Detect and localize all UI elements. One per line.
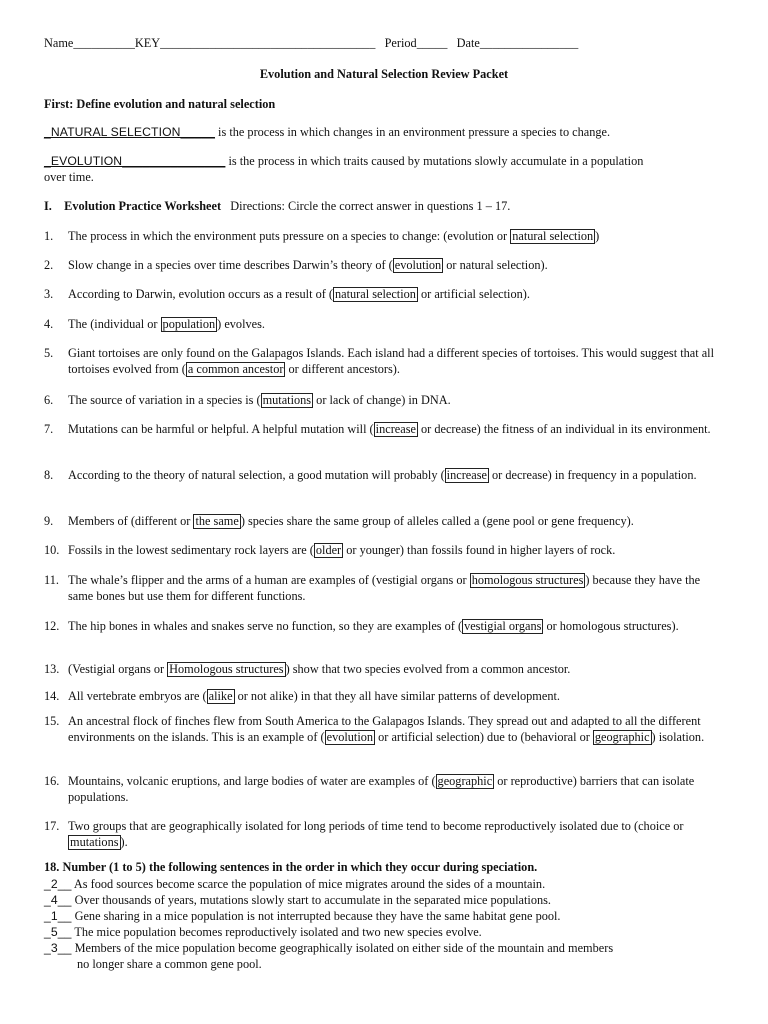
question-prompt-end: or younger) than fossils found in higher layers of rock. <box>343 543 616 557</box>
question-4 <box>44 317 724 333</box>
name-label: Name <box>44 36 74 50</box>
name-line: __________ <box>73 36 135 50</box>
question-prompt-end: ) because they have the same bones but use them for different functions. <box>68 573 701 603</box>
question-text <box>68 229 724 245</box>
question-number: 11. <box>44 573 59 587</box>
question-text <box>68 258 724 274</box>
definition-1-answer: _NATURAL SELECTION_____ <box>44 125 215 139</box>
question-text <box>68 714 724 745</box>
question-text <box>68 819 724 850</box>
question-2 <box>44 258 724 274</box>
circled-answer[interactable]: natural selection <box>335 287 416 301</box>
header-line <box>44 36 578 52</box>
circled-answer[interactable]: mutations <box>70 834 119 849</box>
period-line: _____ <box>416 36 448 50</box>
question-prompt-end: or homologous structures). <box>543 619 679 633</box>
period-label: Period <box>384 36 417 50</box>
question-text <box>68 422 724 438</box>
q18-sentence: As food sources become scarce the population of mice migrates around the sides of a mountain. <box>71 877 546 891</box>
question-14 <box>44 689 724 705</box>
question-text <box>68 662 724 678</box>
question-number: 17. <box>44 819 60 833</box>
circled-answer[interactable]: increase <box>446 468 487 482</box>
page-title: Evolution and Natural Selection Review Packet <box>259 67 509 81</box>
question-prompt: According to the theory of natural selection, a good mutation will probably ( <box>68 468 445 482</box>
question-3 <box>44 287 724 303</box>
question-16 <box>44 774 724 805</box>
q18-order-blank[interactable]: _4__ <box>44 893 72 907</box>
question-prompt-end: or decrease) the fitness of an individual in its environment. <box>417 422 711 436</box>
date-line: ________________ <box>479 36 579 50</box>
definition-2-text: is the process in which traits caused by mutations slowly accumulate in a population <box>225 154 644 168</box>
q18-heading: 18. Number (1 to 5) the following sentences in the order in which they occur during speciation. <box>44 860 538 874</box>
circled-answer[interactable]: vestigial organs <box>464 619 542 633</box>
question-number: 15. <box>44 714 60 728</box>
question-number: 7. <box>44 422 54 436</box>
question-prompt: Slow change in a species over time describes Darwin’s theory of ( <box>68 258 393 272</box>
question-text <box>68 346 724 377</box>
definition-1-text: is the process in which changes in an environment pressure a species to change. <box>214 125 611 139</box>
question-text <box>68 468 724 484</box>
question-prompt-end: ) show that two species evolved from a common ancestor. <box>285 662 571 676</box>
question-number: 8. <box>44 468 54 482</box>
circled-answer[interactable]: geographic <box>437 774 493 788</box>
circled-answer[interactable]: alike <box>208 689 233 703</box>
section-1-title: Evolution Practice Worksheet <box>64 199 222 213</box>
q18-sentence: Members of the mice population become geographically isolated on either side of the mountain and members <box>71 941 614 955</box>
section-1-directions: Directions: Circle the correct answer in questions 1 – 17. <box>230 199 511 213</box>
question-number: 2. <box>44 258 54 272</box>
name-line-end: ___________________________________ <box>160 36 376 50</box>
question-prompt: Mutations can be harmful or helpful. A helpful mutation will ( <box>68 422 374 436</box>
question-prompt: An ancestral flock of finches flew from South America to the Galapagos Islands. They spread out and adapted to all the different environments on the islands. This is an example of ( <box>68 714 701 744</box>
question-number: 14. <box>44 689 60 703</box>
question-12 <box>44 619 724 635</box>
question-prompt: (Vestigial organs or <box>68 662 168 676</box>
circled-answer[interactable]: evolution <box>326 729 374 744</box>
circled-answer[interactable]: population <box>162 317 216 331</box>
question-prompt-end: or lack of change) in DNA. <box>313 393 451 407</box>
circled-answer[interactable]: increase <box>375 422 416 436</box>
question-number: 9. <box>44 514 54 528</box>
question-text <box>68 689 724 705</box>
question-prompt-end: ) <box>595 229 600 243</box>
question-prompt-end: or different ancestors). <box>285 361 400 376</box>
question-prompt-end: ). <box>120 834 128 849</box>
first-heading: First: Define evolution and natural selection <box>44 97 276 111</box>
question-number: 12. <box>44 619 60 633</box>
question-number: 13. <box>44 662 60 676</box>
question-prompt: The whale’s flipper and the arms of a human are examples of (vestigial organs or <box>68 573 470 587</box>
question-text <box>68 317 724 333</box>
question-prompt: All vertebrate embryos are ( <box>68 689 207 703</box>
question-prompt: Two groups that are geographically isolated for long periods of time tend to become reproductively isolated due to (choice or <box>68 819 684 833</box>
circled-answer[interactable]: natural selection <box>512 229 594 243</box>
question-text <box>68 543 724 559</box>
q18-sentence: Gene sharing in a mice population is not interrupted because they have the same habitat gene pool. <box>71 909 561 923</box>
question-1 <box>44 229 724 245</box>
question-7 <box>44 422 724 438</box>
q18-order-blank[interactable]: _1__ <box>44 909 72 923</box>
question-number: 1. <box>44 229 54 243</box>
question-prompt-end: or natural selection). <box>443 258 548 272</box>
question-text <box>68 774 724 805</box>
question-prompt-end: ) evolves. <box>217 317 265 331</box>
q18-item <box>44 877 734 893</box>
question-text <box>68 573 724 604</box>
q18-order-blank[interactable]: _5__ <box>44 925 72 939</box>
question-prompt-end: or not alike) in that they all have similar patterns of development. <box>234 689 560 703</box>
circled-answer[interactable]: geographic <box>594 729 650 744</box>
date-label: Date <box>456 36 480 50</box>
circled-answer[interactable]: the same <box>195 514 239 528</box>
question-prompt: According to Darwin, evolution occurs as a result of ( <box>68 287 333 301</box>
question-prompt: The hip bones in whales and snakes serve no function, so they are examples of ( <box>68 619 463 633</box>
circled-answer[interactable]: older <box>315 543 342 557</box>
question-13 <box>44 662 724 678</box>
question-number: 5. <box>44 346 54 360</box>
question-10 <box>44 543 724 559</box>
definition-2-cont: over time. <box>44 170 94 184</box>
question-number: 10. <box>44 543 60 557</box>
definition-1 <box>44 125 610 141</box>
q18-item <box>44 941 734 972</box>
question-prompt: The (individual or <box>68 317 161 331</box>
q18-sentence: Over thousands of years, mutations slowly start to accumulate in the separated mice populations. <box>71 893 551 907</box>
definition-2 <box>44 154 643 170</box>
question-prompt-end: or artificial selection). <box>417 287 530 301</box>
question-prompt-end: or reproductive) barriers that can isolate populations. <box>68 774 695 804</box>
question-prompt-end: or decrease) in frequency in a population. <box>488 468 697 482</box>
question-prompt-end: or artificial selection) due to (behavioral or <box>375 729 593 744</box>
question-prompt: Members of (different or <box>68 514 194 528</box>
question-number: 6. <box>44 393 54 407</box>
question-6 <box>44 393 724 409</box>
q18-item <box>44 909 734 925</box>
definition-2-answer: _EVOLUTION_______________ <box>44 154 226 168</box>
question-5 <box>44 346 724 377</box>
question-text <box>68 514 724 530</box>
question-number: 16. <box>44 774 60 788</box>
question-number: 4. <box>44 317 54 331</box>
question-text <box>68 393 724 409</box>
circled-answer[interactable]: a common ancestor <box>187 361 284 376</box>
question-prompt: Fossils in the lowest sedimentary rock layers are ( <box>68 543 314 557</box>
q18-item <box>44 925 734 941</box>
section-1-heading <box>44 199 510 215</box>
q18-sentence-cont: no longer share a common gene pool. <box>77 956 262 971</box>
question-prompt: Mountains, volcanic eruptions, and large bodies of water are examples of ( <box>68 774 436 788</box>
question-15 <box>44 714 724 745</box>
question-17 <box>44 819 724 850</box>
question-9 <box>44 514 724 530</box>
question-prompt-end: ) isolation. <box>651 729 705 744</box>
question-prompt: The process in which the environment puts pressure on a species to change: (evolution or <box>68 229 511 243</box>
q18-order-blank[interactable]: _3__ <box>44 941 72 955</box>
name-value: KEY <box>134 36 161 50</box>
question-11 <box>44 573 724 604</box>
circled-answer[interactable]: Homologous structures <box>169 662 284 676</box>
circled-answer[interactable]: evolution <box>394 258 442 272</box>
question-8 <box>44 468 724 484</box>
question-prompt: The source of variation in a species is ( <box>68 393 261 407</box>
q18-order-blank[interactable]: _2__ <box>44 877 72 891</box>
q18-sentence: The mice population becomes reproductively isolated and two new species evolve. <box>71 925 482 939</box>
circled-answer[interactable]: mutations <box>262 393 312 407</box>
question-text <box>68 619 724 635</box>
q18-item <box>44 893 734 909</box>
question-text <box>68 287 724 303</box>
question-prompt: Giant tortoises are only found on the Galapagos Islands. Each island had a different species of tortoises. This would suggest that all tortoises evolved from ( <box>68 346 715 376</box>
section-1-roman: I. <box>44 199 52 213</box>
question-prompt-end: ) species share the same group of alleles called a (gene pool or gene frequency). <box>240 514 634 528</box>
question-number: 3. <box>44 287 54 301</box>
circled-answer[interactable]: homologous structures <box>471 573 584 587</box>
